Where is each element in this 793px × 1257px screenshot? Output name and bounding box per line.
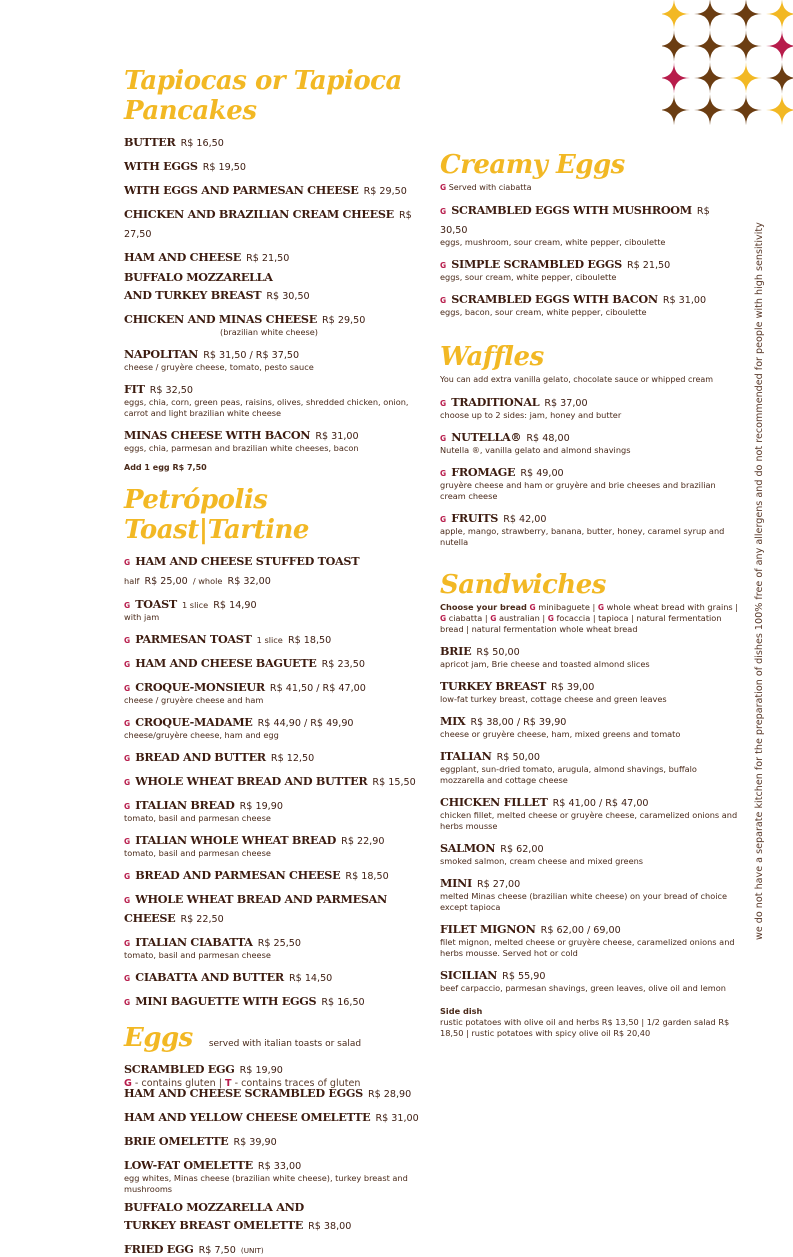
- menu-item: [124, 1058, 424, 1077]
- eggs-note: served with italian toasts or salad: [208, 1039, 362, 1049]
- item-description: melted Minas cheese (brazilian white cheese) on your bread of choice: [440, 891, 728, 901]
- menu-item: [440, 426, 740, 456]
- tapiocas-heading: Tapiocas or Tapioca Pancakes: [124, 66, 402, 126]
- item-name: ITALIAN WHOLE WHEAT BREAD: [135, 833, 337, 847]
- item-description: cheese / gruyère cheese and ham: [124, 695, 264, 705]
- item-price: R$ 12,50: [270, 753, 315, 764]
- item-description: cheese/gruyère cheese, ham and egg: [124, 730, 279, 740]
- item-price: R$ 48,00: [526, 433, 570, 444]
- menu-item: [440, 288, 740, 318]
- gluten-mark: G: [124, 998, 131, 1007]
- item-name: SIMPLE SCRAMBLED EGGS: [451, 257, 622, 271]
- pattern-star-brown: [662, 30, 690, 62]
- item-name: MINI: [440, 876, 472, 890]
- item-description: eggs, chia, corn, green peas, raisins, olives, shredded chicken, onion, carrot and light brazilian white cheese: [124, 397, 409, 418]
- traces-legend: - contains traces of gluten: [231, 1078, 361, 1089]
- bread-option: australian |: [498, 613, 546, 623]
- item-name: HAM AND CHEESE SCRAMBLED EGGS: [124, 1086, 363, 1100]
- item-price: R$ 44,90 / R$ 49,90: [257, 718, 354, 729]
- gluten-mark: G: [124, 939, 131, 948]
- item-name: FIT: [124, 382, 145, 396]
- gluten-mark: G: [124, 778, 131, 787]
- item-name: TURKEY BREAST: [440, 679, 546, 693]
- item-name: WITH EGGS AND PARMESAN CHEESE: [124, 183, 359, 197]
- item-name: NAPOLITAN: [124, 347, 199, 361]
- item-price: R$ 62,00: [500, 844, 544, 855]
- side-dish: [440, 1006, 740, 1039]
- menu-item: [440, 391, 740, 421]
- menu-item: [124, 676, 424, 706]
- half-price: R$ 25,00: [144, 576, 188, 587]
- menu-item: [124, 1106, 424, 1125]
- item-price: R$ 55,90: [502, 971, 546, 982]
- menu-item: [440, 745, 740, 786]
- item-price: R$ 49,00: [520, 468, 564, 479]
- item-name: HAM AND CHEESE BAGUETE: [135, 656, 317, 670]
- menu-item: [440, 640, 740, 670]
- item-description: eggplant, sun-dried tomato, arugula, almond shavings, buffalo mozzarella and cottage cheese: [440, 764, 697, 785]
- gluten-mark: G: [547, 614, 554, 623]
- menu-item: [124, 770, 424, 789]
- item-description: Nutella ®, vanilla gelato and almond shavings: [440, 445, 631, 455]
- item-description: gruyère cheese and ham or gruyère and brie cheeses and brazilian cream cheese: [440, 480, 716, 501]
- sandwiches-heading: Sandwiches: [440, 570, 606, 600]
- item-name: BREAD AND BUTTER: [135, 750, 266, 764]
- item-name: FRIED EGG: [124, 1242, 194, 1256]
- item-price: R$ 41,00 / R$ 47,00: [552, 798, 649, 809]
- pattern-star-gold: [766, 94, 793, 125]
- bread-option: ciabatta |: [448, 613, 488, 623]
- item-name: LOW-FAT OMELETTE: [124, 1158, 253, 1172]
- item-price: R$ 28,90: [367, 1089, 412, 1100]
- menu-item: [124, 343, 424, 373]
- item-price: R$ 32,50: [149, 385, 193, 396]
- item-name: MINAS CHEESE WITH BACON: [124, 428, 311, 442]
- menu-item: [124, 270, 424, 303]
- item-name: CHICKEN AND MINAS CHEESE: [124, 312, 317, 326]
- item-description: beef carpaccio, parmesan shavings, green leaves, olive oil and lemon: [440, 983, 726, 993]
- menu-item: [124, 864, 424, 883]
- item-price: R$ 33,00: [257, 1161, 302, 1172]
- waffles-note: You can add extra vanilla gelato, chocolate sauce or whipped cream: [440, 375, 714, 384]
- item-name: HAM AND CHEESE STUFFED TOAST: [135, 554, 360, 568]
- gluten-mark: G: [490, 614, 497, 623]
- item-price: R$ 18,50: [345, 871, 389, 882]
- item-price: R$ 19,90: [239, 1065, 283, 1076]
- pattern-star-brown: [694, 94, 726, 125]
- item-description: tomato, basil and parmesan cheese: [124, 848, 271, 858]
- item-name: WITH EGGS: [124, 159, 198, 173]
- menu-item: [124, 746, 424, 765]
- item-price: R$ 31,00: [375, 1113, 419, 1124]
- bread-choice-label: Choose your bread: [440, 602, 527, 612]
- gluten-mark: G: [124, 754, 131, 763]
- gluten-mark: G: [124, 802, 131, 811]
- gluten-mark: G: [124, 660, 131, 669]
- menu-item: [124, 179, 424, 198]
- traces-letter: T: [225, 1078, 232, 1089]
- item-price: R$ 42,00: [503, 514, 547, 525]
- pattern-star-brown: [694, 30, 726, 62]
- gluten-mark: G: [124, 601, 131, 610]
- item-price: R$ 50,00: [496, 752, 540, 763]
- item-price: R$ 31,50 / R$ 37,50: [203, 350, 300, 361]
- item-description: choose up to 2 sides: jam, honey and butter: [440, 410, 622, 420]
- item-description: apple, mango, strawberry, banana, butter, honey, caramel syrup and nutella: [440, 526, 725, 547]
- item-price: R$ 19,50: [202, 162, 246, 173]
- menu-item: [440, 253, 740, 283]
- item-name: BUFFALO MOZZARELLA: [124, 270, 273, 284]
- menu-item: [124, 628, 424, 647]
- item-name: FROMAGE: [451, 465, 516, 479]
- item-name: HAM AND CHEESE: [124, 250, 241, 264]
- side-dish-description: rustic potatoes with olive oil and herbs R$ 13,50 | 1/2 garden salad R$ 18,50 | rustic potatoes with spicy olive oil R$ 20,40: [440, 1017, 730, 1038]
- item-name: SCRAMBLED EGGS WITH MUSHROOM: [451, 203, 692, 217]
- gluten-mark: G: [124, 684, 131, 693]
- menu-item: [124, 1238, 424, 1257]
- item-name: MINI BAGUETTE WITH EGGS: [135, 994, 317, 1008]
- item-price: R$ 21,50: [626, 260, 671, 271]
- item-price: R$ 25,50: [257, 938, 302, 949]
- menu-item: [440, 710, 740, 740]
- tapiocas-section: [124, 66, 424, 473]
- item-name: BUTTER: [124, 135, 176, 149]
- item-price: R$ 30,50: [266, 291, 310, 302]
- item-description: eggs, chia, parmesan and brazilian white cheeses, bacon: [124, 443, 359, 453]
- gluten-mark: G: [124, 872, 131, 881]
- menu-item: [124, 155, 424, 174]
- item-name: NUTELLA®: [451, 430, 522, 444]
- menu-item: [124, 966, 424, 985]
- petropolis-heading: Petrópolis Toast|Tartine: [124, 485, 309, 545]
- bread-option: whole wheat bread with grains |: [606, 602, 739, 612]
- item-description: smoked salmon, cream cheese and mixed greens: [440, 856, 644, 866]
- item-price: R$ 22,90: [341, 836, 385, 847]
- pattern-star-brown: [730, 30, 762, 62]
- item-quantity: 1 slice: [256, 635, 283, 645]
- item-price: R$ 27,00: [476, 879, 521, 890]
- item-name: CHICKEN AND BRAZILIAN CREAM CHEESE: [124, 207, 394, 221]
- item-price: R$ 14,50: [289, 973, 333, 984]
- menu-item: [124, 131, 424, 150]
- menu-item: [124, 378, 424, 419]
- menu-item: [440, 507, 740, 548]
- item-quantity: 1 slice: [182, 600, 209, 610]
- item-price: R$ 27,50: [124, 210, 412, 240]
- gluten-mark: G: [440, 399, 447, 408]
- item-price: R$ 39,90: [233, 1137, 277, 1148]
- whole-label: / whole: [192, 576, 223, 586]
- menu-item: [124, 990, 424, 1009]
- eggs-section: [124, 1023, 424, 1257]
- menu-item: [440, 461, 740, 502]
- item-price: R$ 18,50: [287, 635, 332, 646]
- item-price: R$ 50,00: [476, 647, 520, 658]
- menu-item: [124, 550, 424, 588]
- bread-option: focaccia | tapioca | natural fermentation bread | natural fermentation whole wheat bread: [440, 613, 722, 634]
- menu-item: [124, 888, 424, 926]
- item-name: SICILIAN: [440, 968, 498, 982]
- gluten-mark: G: [124, 558, 131, 567]
- gluten-mark: G: [124, 636, 131, 645]
- gluten-mark: G: [124, 837, 131, 846]
- menu-item: [440, 918, 740, 959]
- item-price: R$ 14,90: [213, 600, 257, 611]
- item-price: R$ 38,00 / R$ 39,90: [470, 717, 567, 728]
- item-description: eggs, mushroom, sour cream, white pepper, ciboulette: [440, 237, 666, 247]
- item-name: BRIE: [440, 644, 472, 658]
- item-unit: (UNIT): [240, 1246, 264, 1255]
- menu-item: [124, 1130, 424, 1149]
- item-name: FILET MIGNON: [440, 922, 536, 936]
- item-name: BRIE OMELETTE: [124, 1134, 229, 1148]
- menu-item: [124, 1200, 424, 1233]
- pattern-star-gold: [766, 0, 793, 30]
- item-description: low-fat turkey breast, cottage cheese and green leaves: [440, 694, 667, 704]
- item-description: eggs, bacon, sour cream, white pepper, ciboulette: [440, 307, 647, 317]
- menu-item: [124, 424, 424, 454]
- item-name: ITALIAN BREAD: [135, 798, 235, 812]
- gluten-mark: G: [440, 207, 447, 216]
- item-price: R$ 7,50: [198, 1245, 236, 1256]
- eggs-heading: Eggs: [124, 1023, 193, 1053]
- side-dish-title: Side dish: [440, 1006, 483, 1016]
- item-price: R$ 16,50: [321, 997, 365, 1008]
- item-price: R$ 39,00: [551, 682, 595, 693]
- footer-legend: [124, 1078, 361, 1089]
- item-price: R$ 38,00: [308, 1221, 352, 1232]
- pattern-star-brown: [694, 0, 726, 30]
- item-description: eggs, sour cream, white pepper, ciboulette: [440, 272, 617, 282]
- item-name: MIX: [440, 714, 466, 728]
- item-name: HAM AND YELLOW CHEESE OMELETTE: [124, 1110, 371, 1124]
- item-price: R$ 37,00: [544, 398, 588, 409]
- pattern-star-gold: [662, 0, 690, 30]
- item-price: R$ 31,00: [662, 295, 707, 306]
- item-name: CROQUE-MONSIEUR: [135, 680, 265, 694]
- menu-item: [124, 931, 424, 961]
- item-name: ITALIAN CIABATTA: [135, 935, 253, 949]
- item-name: SCRAMBLED EGG: [124, 1062, 235, 1076]
- gluten-mark: G: [124, 719, 131, 728]
- item-description: filet mignon, melted cheese or gruyère cheese, caramelized onions and herbs mousse. Served hot or cold: [440, 937, 735, 958]
- item-description: tomato, basil and parmesan cheese: [124, 950, 271, 960]
- menu-item: [440, 964, 740, 994]
- menu-item: [124, 794, 424, 824]
- item-price: R$ 15,50: [372, 777, 416, 788]
- gluten-mark: G: [440, 183, 447, 192]
- menu-item: [124, 246, 424, 265]
- item-name: CROQUE-MADAME: [135, 715, 253, 729]
- item-name: CIABATTA AND BUTTER: [135, 970, 284, 984]
- petropolis-section: [124, 485, 424, 1009]
- creamy-eggs-note: Served with ciabatta: [448, 183, 532, 192]
- item-price: R$ 22,50: [180, 914, 224, 925]
- allergen-disclaimer: we do not have a separate kitchen for the preparation of dishes 100% free of any allergens and do not recommended for people with high sensitivity: [754, 222, 765, 940]
- item-description: with jam: [124, 612, 160, 622]
- creamy-eggs-heading: Creamy Eggs: [440, 150, 625, 180]
- gluten-mark: G: [597, 603, 604, 612]
- bread-option: minibaguete |: [538, 602, 596, 612]
- item-price: R$ 31,00: [315, 431, 359, 442]
- menu-item: [440, 791, 740, 832]
- item-name: SALMON: [440, 841, 496, 855]
- menu-item: [124, 711, 424, 741]
- item-name: TOAST: [135, 597, 177, 611]
- gluten-mark: G: [440, 261, 447, 270]
- item-description: cheese / gruyère cheese, tomato, pesto sauce: [124, 362, 314, 372]
- whole-price: R$ 32,00: [227, 576, 271, 587]
- sandwiches-section: [440, 570, 740, 1039]
- menu-item: [124, 308, 424, 338]
- gluten-letter: G: [124, 1078, 132, 1089]
- item-name: PARMESAN TOAST: [135, 632, 252, 646]
- item-description: egg whites, Minas cheese (brazilian white cheese), turkey breast and mushrooms: [124, 1173, 408, 1194]
- decorative-diamond-pattern: [662, 0, 793, 125]
- menu-item: [440, 675, 740, 705]
- pattern-star-red: [766, 30, 793, 62]
- menu-item: [440, 837, 740, 867]
- menu-item: [124, 829, 424, 859]
- gluten-mark: G: [124, 974, 131, 983]
- menu-item: [124, 1154, 424, 1195]
- menu-item: [124, 203, 424, 241]
- item-description: cheese or gruyère cheese, ham, mixed greens and tomato: [440, 729, 681, 739]
- creamy-eggs-section: [440, 150, 740, 318]
- half-label: half: [124, 576, 140, 586]
- pattern-star-brown: [730, 94, 762, 125]
- item-name: WHOLE WHEAT BREAD AND PARMESAN: [135, 892, 387, 906]
- item-name: CHICKEN FILLET: [440, 795, 548, 809]
- gluten-legend: - contains gluten |: [131, 1078, 222, 1089]
- item-price: R$ 21,50: [246, 253, 290, 264]
- gluten-mark: G: [440, 515, 447, 524]
- bread-choice: [440, 602, 740, 635]
- menu-item: [440, 872, 740, 913]
- item-price: R$ 29,50: [363, 186, 407, 197]
- pattern-star-brown: [730, 0, 762, 30]
- pattern-star-gold: [730, 62, 762, 94]
- item-name: CHEESE: [124, 911, 176, 925]
- gluten-mark: G: [440, 296, 447, 305]
- item-name: ITALIAN: [440, 749, 492, 763]
- right-column: [440, 150, 740, 1039]
- pattern-star-brown: [694, 62, 726, 94]
- item-name: SCRAMBLED EGGS WITH BACON: [451, 292, 658, 306]
- item-price: R$ 30,50: [440, 206, 710, 236]
- gluten-mark: G: [440, 434, 447, 443]
- menu-item: [440, 199, 740, 248]
- item-name: WHOLE WHEAT BREAD AND BUTTER: [135, 774, 368, 788]
- item-name: TURKEY BREAST OMELETTE: [124, 1218, 303, 1232]
- item-description: tomato, basil and parmesan cheese: [124, 813, 271, 823]
- item-price: R$ 29,50: [322, 315, 366, 326]
- item-price: R$ 41,50 / R$ 47,00: [269, 683, 366, 694]
- gluten-mark: G: [440, 469, 447, 478]
- gluten-mark: G: [124, 896, 131, 905]
- pattern-star-brown: [662, 94, 690, 125]
- item-name: BREAD AND PARMESAN CHEESE: [135, 868, 341, 882]
- waffles-section: [440, 342, 740, 548]
- add-egg-note: Add 1 egg R$ 7,50: [124, 463, 207, 472]
- pattern-star-red: [662, 62, 690, 94]
- item-price: R$ 62,00 / 69,00: [540, 925, 621, 936]
- item-name: FRUITS: [451, 511, 499, 525]
- item-description: apricot jam, Brie cheese and toasted almond slices: [440, 659, 650, 669]
- item-price: R$ 23,50: [321, 659, 365, 670]
- gluten-mark: G: [529, 603, 536, 612]
- gluten-mark: G: [440, 614, 447, 623]
- item-description: (brazilian white cheese): [220, 327, 318, 337]
- waffles-heading: Waffles: [440, 342, 544, 372]
- item-name: AND TURKEY BREAST: [124, 288, 262, 302]
- item-name: BUFFALO MOZZARELLA AND: [124, 1200, 304, 1214]
- item-price: R$ 16,50: [180, 138, 224, 149]
- item-description: chicken fillet, melted cheese or gruyère cheese, caramelized onions and herbs mousse: [440, 810, 738, 831]
- pattern-star-brown: [766, 62, 793, 94]
- menu-item: [124, 652, 424, 671]
- item-name: TRADITIONAL: [451, 395, 540, 409]
- menu-item: [124, 593, 424, 623]
- item-price: R$ 19,90: [239, 801, 283, 812]
- item-exception: except tapioca: [440, 902, 501, 912]
